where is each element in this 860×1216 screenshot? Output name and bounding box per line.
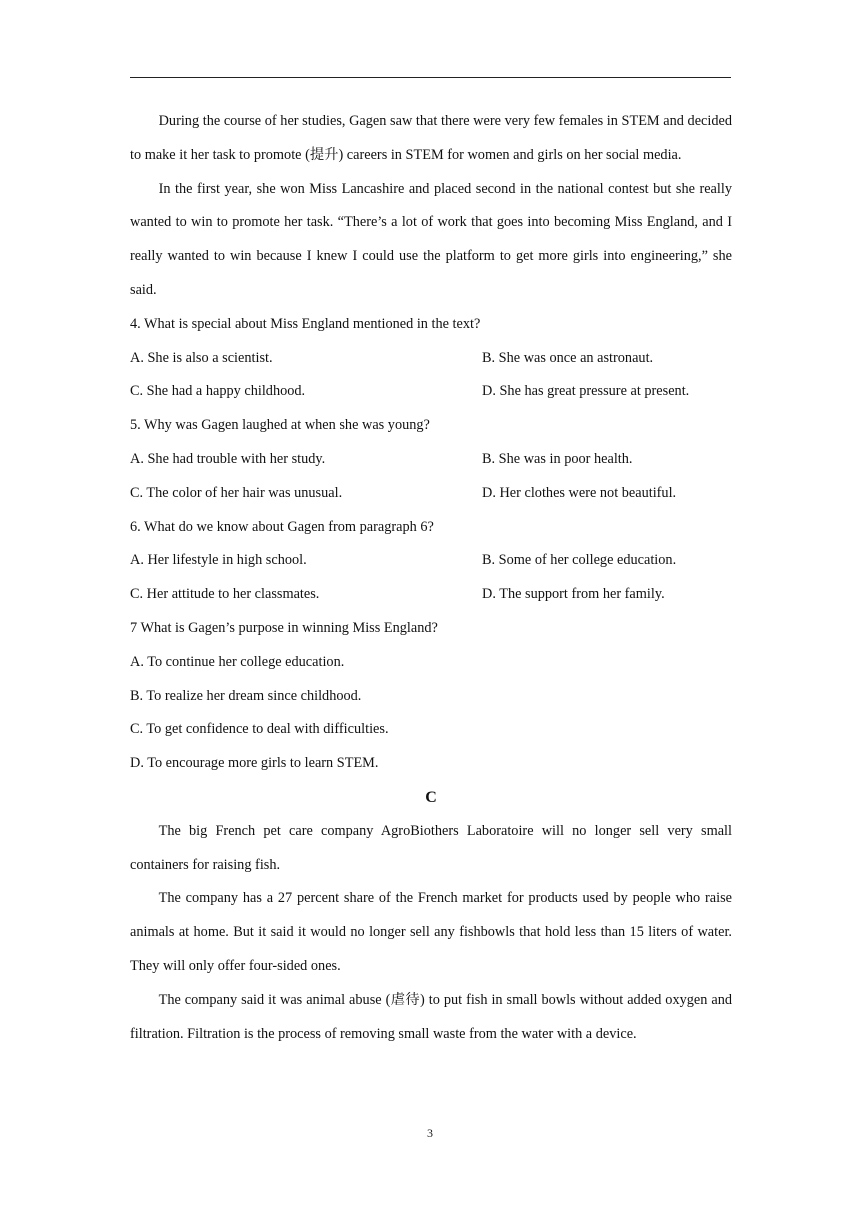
page-content <box>130 105 732 1051</box>
option: C. She had a happy childhood. <box>130 383 306 400</box>
option: B. To realize her dream since childhood. <box>130 687 362 704</box>
question-stem: 7 What is Gagen’s purpose in winning Miss England? <box>130 619 438 636</box>
option: C. To get confidence to deal with difficulties. <box>130 721 389 738</box>
paragraph: The company has a 27 percent share of the French market for products used by people who raise animals at home. But it said it would no longer sell any fishbowls that hold less than 15 liters of water. They will only offer four-sided ones. <box>130 890 732 974</box>
paragraph: The big French pet care company AgroBiothers Laboratoire will no longer sell very small containers for raising fish. <box>130 822 732 873</box>
option: A. She had trouble with her study. <box>130 450 326 467</box>
paragraph: The company said it was animal abuse (虐待) to put fish in small bowls without added oxygen and filtration. Filtration is the process of removing small waste from the water with a device. <box>130 991 732 1042</box>
paragraph: During the course of her studies, Gagen saw that there were very few females in STEM and decided to make it her task to promote (提升) careers in STEM for women and girls on her social media. <box>130 113 732 163</box>
option: C. The color of her hair was unusual. <box>130 484 343 501</box>
option-row <box>130 477 732 511</box>
option-row <box>130 375 732 409</box>
option-row <box>130 544 732 578</box>
option: D. Her clothes were not beautiful. <box>482 484 677 501</box>
option: D. She has great pressure at present. <box>482 383 690 400</box>
option: B. She was once an astronaut. <box>482 349 654 366</box>
question-stem: 4. What is special about Miss England mentioned in the text? <box>130 315 481 332</box>
option: B. She was in poor health. <box>482 450 633 467</box>
option: A. To continue her college education. <box>130 653 345 670</box>
header-rule <box>130 77 731 78</box>
option-row <box>130 578 732 612</box>
option-row <box>130 342 732 376</box>
option: C. Her attitude to her classmates. <box>130 586 320 603</box>
page-number: 3 <box>427 1126 433 1140</box>
option: A. Her lifestyle in high school. <box>130 552 307 569</box>
question-stem: 6. What do we know about Gagen from paragraph 6? <box>130 518 434 535</box>
option: D. The support from her family. <box>482 586 665 603</box>
option: D. To encourage more girls to learn STEM. <box>130 755 379 772</box>
option: A. She is also a scientist. <box>130 349 273 366</box>
option: B. Some of her college education. <box>482 552 677 569</box>
question-stem: 5. Why was Gagen laughed at when she was young? <box>130 417 430 434</box>
section-heading: C <box>425 788 437 806</box>
option-row <box>130 443 732 477</box>
paragraph: In the first year, she won Miss Lancashire and placed second in the national contest but she really wanted to win to promote her task. “There’s a lot of work that goes into becoming Miss England, and I really wanted to win because I knew I could use the platform to get more girls into engineering,” she said. <box>130 180 732 298</box>
